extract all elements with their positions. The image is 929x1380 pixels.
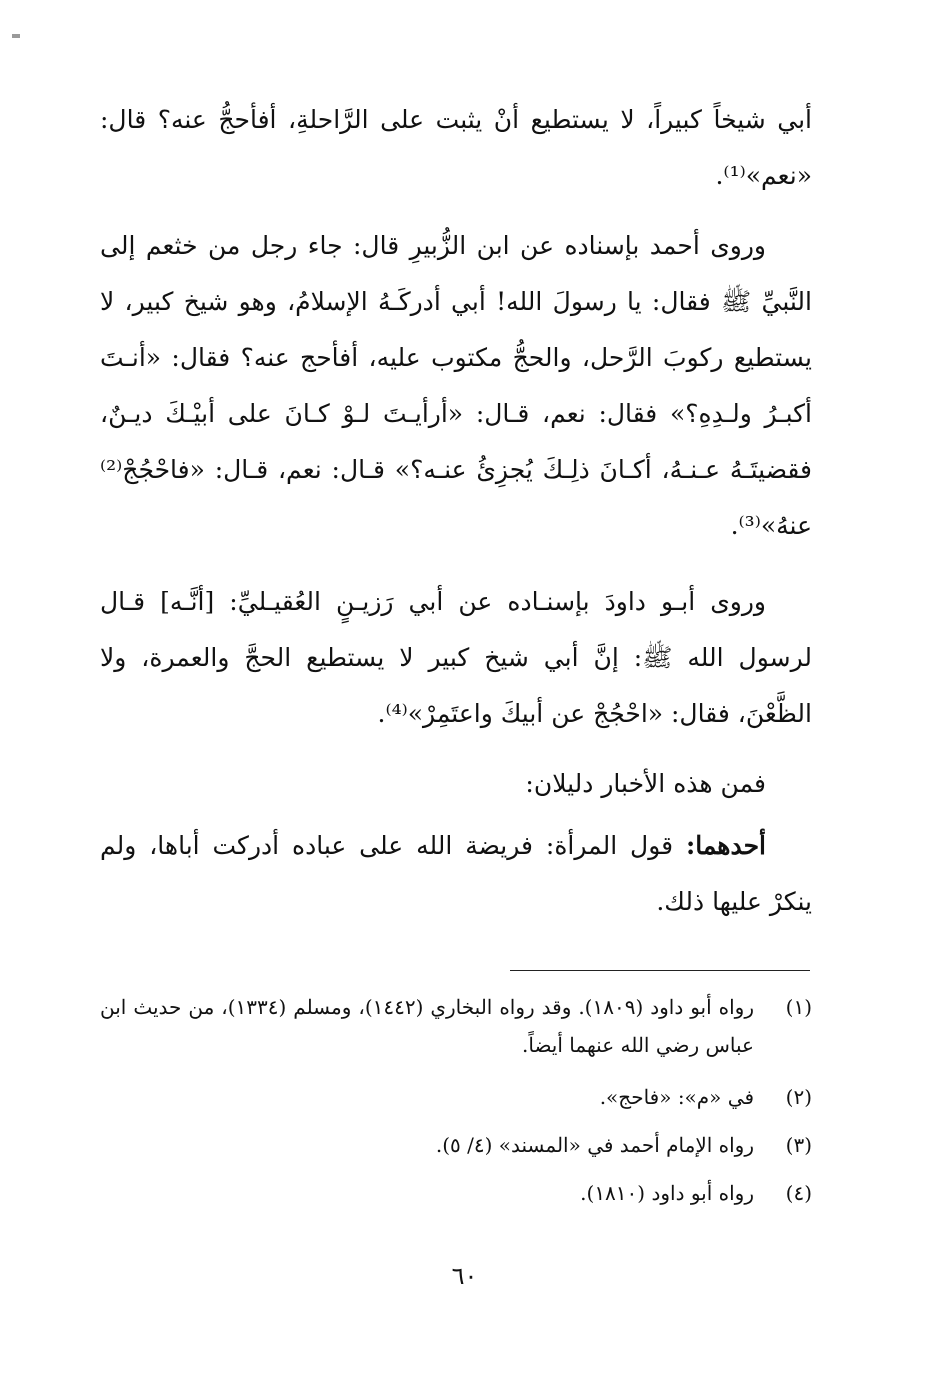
page-number: ٦٠ — [451, 1262, 478, 1290]
footnote-number: (٣) — [785, 1133, 812, 1157]
paragraph-3-text: وروى أبـو داودَ بإسنـاده عن أبي رَزيـنٍ العُقيـليِّ: [أنَّـه] قـال لرسول الله ﷺ: إنَّ أبي شيخ كبير لا يستطيع الحجَّ والعمرة، ولا الظَّعْنَ، فقال: «احْجُجْ عن أبيكَ واعتَمِرْ»⁽⁴⁾. — [100, 587, 812, 728]
footnote-4 — [100, 1174, 812, 1212]
footnote-2 — [100, 1078, 812, 1116]
paragraph-4 — [100, 756, 812, 812]
paragraph-2 — [100, 218, 812, 554]
footnote-1 — [100, 988, 812, 1064]
footnote-text: في «م»: «فاحج». — [599, 1085, 754, 1109]
footnote-number: (١) — [785, 995, 812, 1019]
footnote-text: رواه أبو داود (١٨٠٩). وقد رواه البخاري (١٤٤٢)، ومسلم (١٣٣٤)، من حديث ابن عباس رضي الله عنهما أيضاً. — [100, 995, 755, 1057]
paragraph-5-text — [100, 818, 812, 930]
paragraph-1 — [100, 92, 812, 204]
paragraph-2-text: وروى أحمد بإسناده عن ابن الزُّبيرِ قال: جاء رجل من خثعم إلى النَّبيِّ ﷺ فقال: يا رسولَ الله! أبي أدركَـهُ الإسلامُ، وهو شيخ كبير، لا يستطيع ركوبَ الرَّحل، والحجُّ مكتوب عليه، أفأحج عنه؟ فقال: «أنـتَ أكبـرُ ولـدِهِ؟» فقال: نعم، قـال: «أرأيـتَ لـوْ كـانَ على أبيْـكَ ديـنٌ، فقضيتَـهُ عـنـهُ، أكـانَ ذلِـكَ يُجزِئُ عنـه؟» قـال: نعم، قـال: «فاحْجُجْ⁽²⁾ عنهُ»⁽³⁾. — [100, 231, 812, 540]
paragraph-5 — [100, 818, 812, 930]
footnote-number: (٢) — [785, 1085, 812, 1109]
footnote-text: رواه الإمام أحمد في «المسند» (٤/ ٥). — [435, 1133, 754, 1157]
footnotes — [100, 988, 812, 1222]
scan-edge-mark — [12, 34, 20, 38]
footnote-3 — [100, 1126, 812, 1164]
paragraph-3 — [100, 574, 812, 742]
footnote-number: (٤) — [785, 1181, 812, 1205]
footnote-separator — [510, 970, 810, 971]
paragraph-5-rest: قول المرأة: فريضة الله على عباده أدركت أباها، ولم ينكرْ عليها ذلك. — [100, 831, 812, 916]
paragraph-1-text: أبي شيخاً كبيراً، لا يستطيع أنْ يثبت على الرَّاحلةِ، أفأحجُّ عنه؟ قال: «نعم»⁽¹⁾. — [100, 105, 812, 190]
paragraph-4-text: فمن هذه الأخبار دليلان: — [525, 769, 766, 798]
paragraph-5-lead: أحدهما: — [685, 831, 766, 860]
footnote-text: رواه أبو داود (١٨١٠). — [580, 1181, 754, 1205]
